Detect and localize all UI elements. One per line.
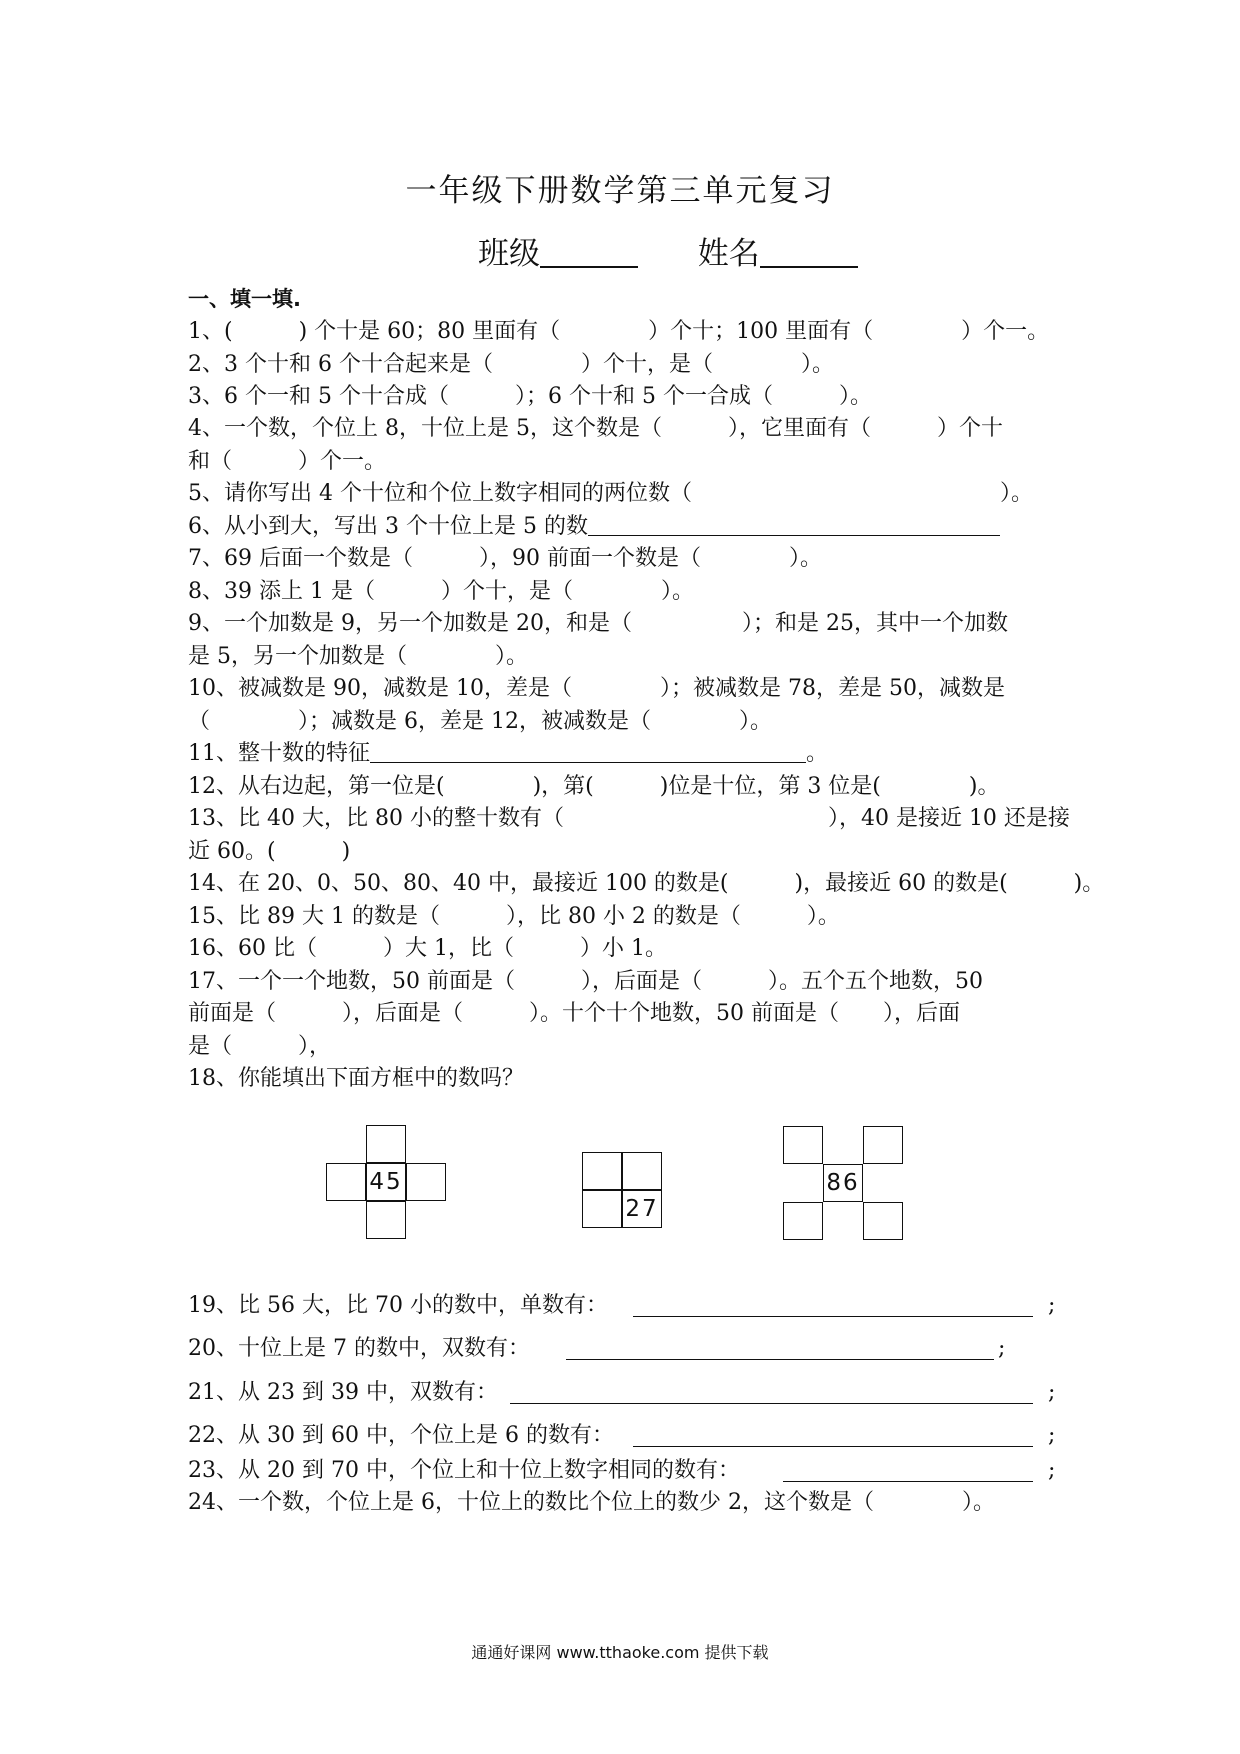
question-19 [188, 1290, 1068, 1323]
answer-line [633, 1424, 1033, 1447]
section-title: 一、填一填. [188, 287, 301, 311]
puzzle-cell [783, 1202, 823, 1240]
footer-credit: 通通好课网 www.tthaoke.com 提供下载 [471, 1643, 769, 1662]
puzzle-cell [582, 1190, 622, 1228]
question-17-line2: 前面是（ ），后面是（ ）。十个十个地数，50 前面是（ ），后面 [188, 1001, 960, 1026]
question-14: 14、在 20、0、50、80、40 中，最接近 100 的数是( )，最接近 60 的数是( )。 [188, 871, 1105, 896]
question-9-line2: 是 5，另一个加数是（ ）。 [188, 644, 528, 669]
puzzle-cell [622, 1152, 662, 1190]
class-label: 班级 [478, 236, 540, 272]
question-10-line2: （ ）；减数是 6，差是 12，被减数是（ ）。 [188, 709, 772, 734]
puzzle-cell [366, 1125, 406, 1163]
question-5: 5、请你写出 4 个十位和个位上数字相同的两位数（ ）。 [188, 481, 1033, 506]
question-20 [188, 1333, 1068, 1366]
answer-line [510, 1381, 1033, 1404]
answer-line [370, 740, 806, 763]
puzzle-cell [863, 1202, 903, 1240]
puzzle-cell [406, 1163, 446, 1201]
question-4-line2: 和（ ）个一。 [188, 449, 387, 474]
question-21 [188, 1377, 1068, 1410]
puzzle-cell [863, 1126, 903, 1164]
puzzle-cell-given: 45 [366, 1163, 406, 1201]
question-8: 8、39 添上 1 是（ ）个十，是（ ）。 [188, 579, 694, 604]
puzzle-cell [582, 1152, 622, 1190]
question-22 [188, 1420, 1068, 1453]
name-label: 姓名 [697, 236, 760, 272]
question-23 [188, 1455, 1068, 1488]
puzzle-cell-given: 27 [622, 1190, 662, 1228]
answer-line [588, 513, 1000, 536]
name-blank [760, 236, 858, 268]
answer-line [566, 1337, 994, 1360]
question-13-line1: 13、比 40 大，比 80 小的整十数有（ ），40 是接近 10 还是接 [188, 806, 1070, 831]
semicolon: ; [1048, 1458, 1056, 1483]
page-title: 一年级下册数学第三单元复习 [405, 173, 835, 209]
question-7: 7、69 后面一个数是（ ），90 前面一个数是（ ）。 [188, 546, 822, 571]
question-9-line1: 9、一个加数是 9，另一个加数是 20，和是（ ）；和是 25，其中一个加数 [188, 611, 1008, 636]
question-23-text: 23、从 20 到 70 中，个位上和十位上数字相同的数有： [188, 1458, 740, 1483]
puzzle-cell [366, 1201, 406, 1239]
question-17-line1: 17、一个一个地数，50 前面是（ ），后面是（ ）。五个五个地数，50 [188, 969, 983, 994]
answer-line [783, 1459, 1033, 1482]
question-11 [188, 738, 1068, 771]
question-6-text: 6、从小到大，写出 3 个十位上是 5 的数 [188, 514, 588, 539]
question-21-text: 21、从 23 到 39 中，双数有： [188, 1380, 498, 1405]
question-11-end: 。 [806, 741, 829, 766]
question-15: 15、比 89 大 1 的数是（ ），比 80 小 2 的数是（ ）。 [188, 904, 840, 929]
question-6 [188, 511, 1068, 544]
question-17-line3: 是（ ）， [188, 1034, 332, 1059]
question-11-text: 11、整十数的特征 [188, 741, 370, 766]
question-18: 18、你能填出下面方框中的数吗？ [188, 1066, 524, 1091]
question-2: 2、3 个十和 6 个十合起来是（ ）个十，是（ ）。 [188, 352, 834, 377]
question-16: 16、60 比（ ）大 1，比（ ）小 1。 [188, 936, 667, 961]
class-blank [540, 236, 638, 268]
semicolon: ; [1048, 1293, 1056, 1318]
question-20-text: 20、十位上是 7 的数中，双数有： [188, 1336, 530, 1361]
puzzle-cell [326, 1163, 366, 1201]
question-4-line1: 4、一个数，个位上 8，十位上是 5，这个数是（ ），它里面有（ ）个十 [188, 416, 1003, 441]
question-12: 12、从右边起，第一位是( )，第( )位是十位，第 3 位是( )。 [188, 774, 1000, 799]
semicolon: ; [1048, 1423, 1056, 1448]
question-24: 24、一个数，个位上是 6，十位上的数比个位上的数少 2，这个数是（ ）。 [188, 1490, 995, 1515]
semicolon: ; [998, 1336, 1006, 1361]
question-10-line1: 10、被减数是 90，减数是 10，差是（ ）；被减数是 78，差是 50，减数是 [188, 676, 1005, 701]
student-info [478, 228, 858, 273]
question-1: 1、( ) 个十是 60；80 里面有（ ）个十；100 里面有（ ）个一。 [188, 319, 1050, 344]
question-13-line2: 近 60。( ) [188, 839, 351, 864]
puzzle-cell [783, 1126, 823, 1164]
question-22-text: 22、从 30 到 60 中，个位上是 6 的数有： [188, 1423, 614, 1448]
question-19-text: 19、比 56 大，比 70 小的数中，单数有： [188, 1293, 608, 1318]
question-3: 3、6 个一和 5 个十合成（ ）；6 个十和 5 个一合成（ ）。 [188, 384, 872, 409]
answer-line [633, 1294, 1033, 1317]
semicolon: ; [1048, 1380, 1056, 1405]
puzzle-cell-given: 86 [823, 1164, 863, 1202]
